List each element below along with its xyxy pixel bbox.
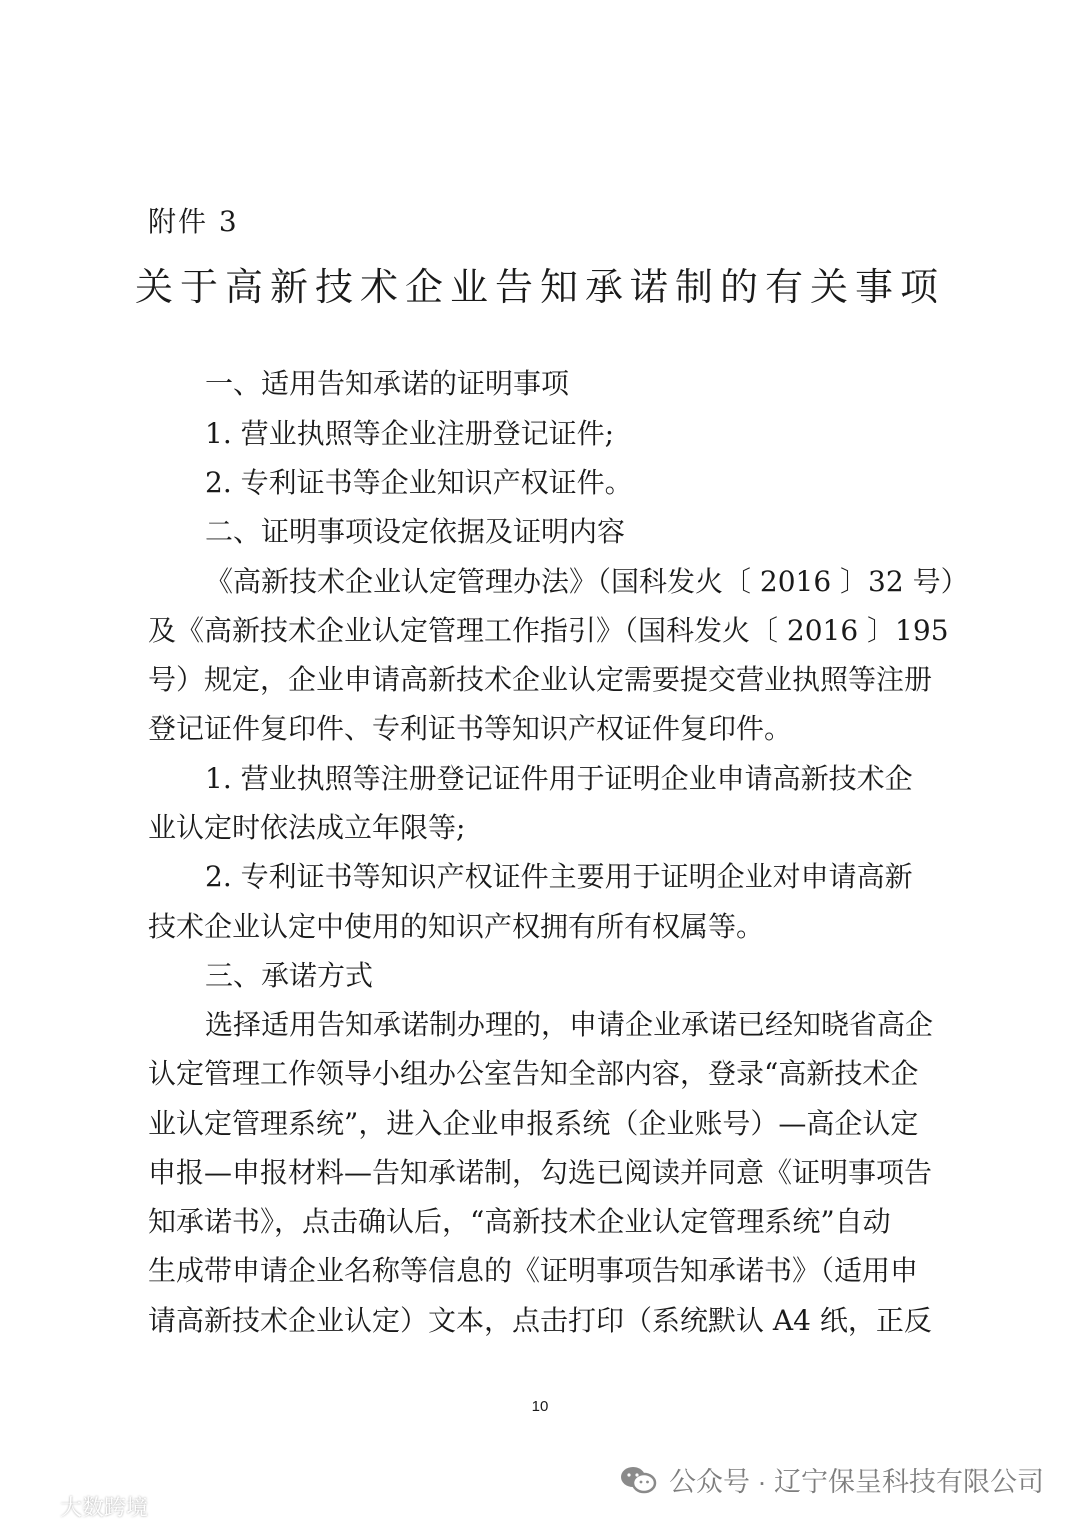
wechat-account-name: 公众号 · 辽宁保呈科技有限公司: [669, 1467, 1044, 1497]
source-label: 大数跨境: [60, 1495, 149, 1520]
wechat-icon: [619, 1464, 657, 1496]
paragraph-line: 知承诺书》，点击确认后，“高新技术企业认定管理系统”自动: [148, 1205, 891, 1238]
paragraph-line: 生成带申请企业名称等信息的《证明事项告知承诺书》（适用申: [148, 1254, 919, 1287]
paragraph-line: 业认定管理系统”，进入企业申报系统（企业账号）—高企认定: [148, 1107, 919, 1140]
paragraph-line: 登记证件复印件、专利证书等知识产权证件复印件。: [148, 712, 793, 745]
wechat-watermark: [619, 1460, 1044, 1499]
paragraph-line: 请高新技术企业认定）文本，点击打印（系统默认 A4 纸，正反: [148, 1304, 932, 1337]
paragraph-line: 及《高新技术企业认定管理工作指引》（国科发火〔 2016 〕195: [148, 614, 949, 647]
list-item: 2. 专利证书等企业知识产权证件。: [205, 466, 633, 499]
section-heading-1: 一、适用告知承诺的证明事项: [205, 367, 570, 400]
source-watermark: [10, 1491, 148, 1522]
paragraph-line: 号）规定，企业申请高新技术企业认定需要提交营业执照等注册: [148, 663, 933, 696]
paragraph-line: 申报—申报材料—告知承诺制，勾选已阅读并同意《证明事项告: [148, 1156, 933, 1189]
section-heading-2: 二、证明事项设定依据及证明内容: [205, 515, 626, 548]
paragraph-line: 业认定时依法成立年限等;: [148, 811, 466, 844]
paragraph-line: 《高新技术企业认定管理办法》（国科发火〔 2016 〕32 号）: [205, 565, 969, 598]
section-heading-3: 三、承诺方式: [205, 959, 374, 992]
camera-icon: [10, 1496, 54, 1518]
list-item: 1. 营业执照等注册登记证件用于证明企业申请高新技术企: [205, 762, 913, 795]
paragraph-line: 选择适用告知承诺制办理的，申请企业承诺已经知晓省高企: [205, 1008, 934, 1041]
list-item: 2. 专利证书等知识产权证件主要用于证明企业对申请高新: [205, 860, 913, 893]
attachment-label: 附件 3: [148, 205, 239, 238]
list-item: 1. 营业执照等企业注册登记证件;: [205, 417, 615, 450]
paragraph-line: 认定管理工作领导小组办公室告知全部内容，登录“高新技术企: [148, 1057, 919, 1090]
document-title: 关于高新技术企业告知承诺制的有关事项: [134, 265, 945, 309]
page-number: 10: [531, 1398, 549, 1415]
paragraph-line: 技术企业认定中使用的知识产权拥有所有权属等。: [148, 910, 765, 943]
